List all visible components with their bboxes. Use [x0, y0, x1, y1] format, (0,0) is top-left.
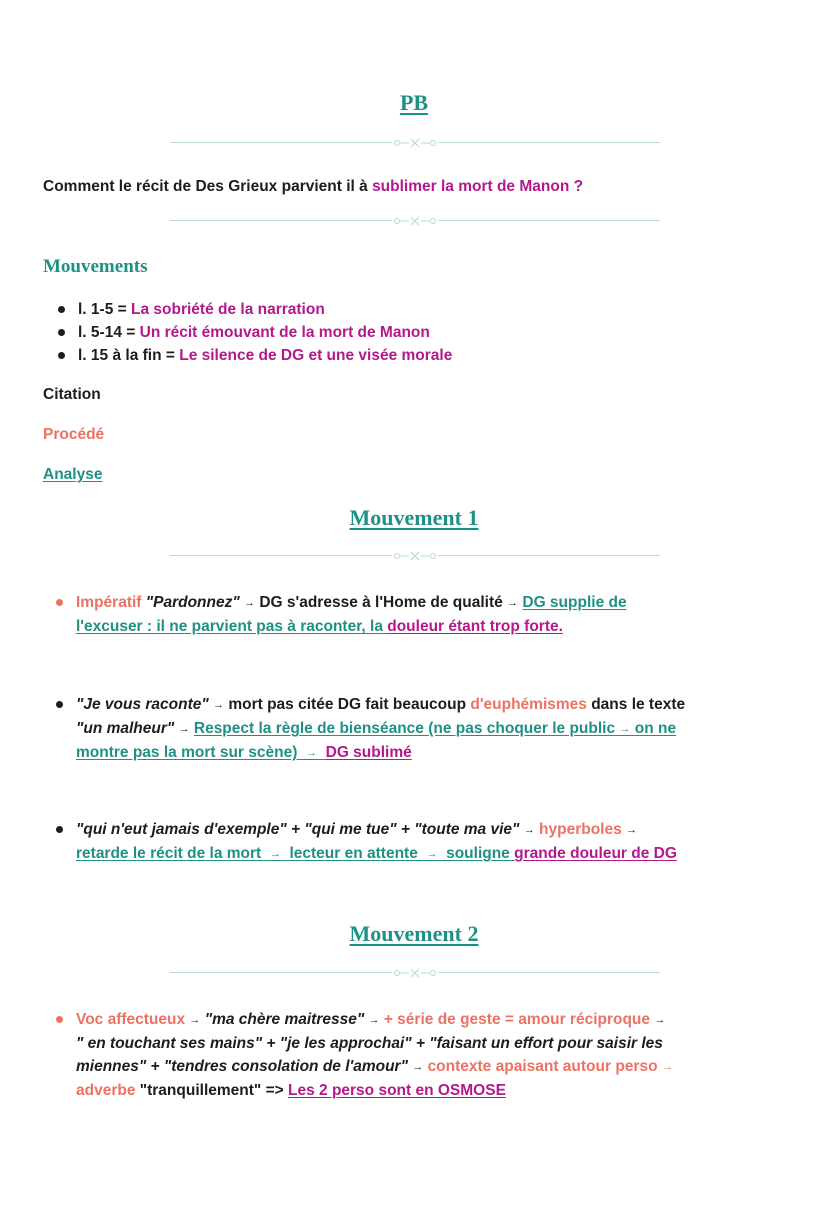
arrow-icon: →: [306, 747, 317, 759]
mouvement-2-title: Mouvement 2: [349, 921, 479, 946]
arrow-icon: →: [654, 1014, 666, 1026]
divider-ornament: [170, 137, 660, 149]
problematique-question: Comment le récit de Des Grieux parvient il à sublimer la mort de Manon ?: [43, 178, 584, 195]
arrow-icon: →: [213, 699, 225, 711]
flourish-icon: [392, 967, 438, 979]
arrow-icon: →: [368, 1014, 380, 1026]
arrow-icon: →: [269, 848, 281, 860]
legend-analyse: Analyse: [43, 466, 103, 483]
list-item: l. 5-14 = Un récit émouvant de la mort de Manon: [78, 321, 452, 344]
divider-ornament: [170, 967, 660, 979]
list-item: l. 15 à la fin = Le silence de DG et une visée morale: [78, 344, 452, 367]
arrow-icon: →: [523, 824, 535, 836]
m1-bullet-3: "qui n'eut jamais d'exemple" + "qui me tue" + "toute ma vie" → hyperboles → retarde le récit de la mort → lecteur en attente → souligne grande douleur de DG: [76, 821, 677, 862]
arrow-icon: →: [412, 1061, 424, 1073]
arrow-icon: →: [661, 1061, 673, 1073]
legend-procede: Procédé: [43, 426, 105, 443]
arrow-icon: →: [178, 723, 190, 735]
mouvements-list: [46, 298, 452, 367]
arrow-icon: →: [244, 597, 256, 609]
legend-citation: Citation: [43, 386, 101, 403]
arrow-icon: →: [619, 723, 631, 735]
divider-ornament: [170, 550, 660, 562]
m1-bullet-1: Impératif "Pardonnez" → DG s'adresse à l'Home de qualité → DG supplie de l'excuser : il ne parvient pas à raconter, la douleur étant trop forte.: [76, 594, 627, 635]
arrow-icon: →: [626, 824, 638, 836]
m2-bullet-1: Voc affectueux → "ma chère maitresse" → + série de geste = amour réciproque → " en touchant ses mains" + "je les approchai" + "faisant un effort pour saisir les miennes" + "tendres consolation de l'amour" → contexte apaisant autour perso → adverbe "tranquillement" => Les 2 perso sont en OSMOSE: [76, 1011, 673, 1099]
divider-ornament: [170, 215, 660, 227]
arrow-icon: →: [189, 1014, 201, 1026]
mouvement-1-title: Mouvement 1: [349, 505, 479, 530]
bullet-dot: [56, 701, 63, 708]
question-highlight: sublimer la mort de Manon ?: [372, 178, 584, 195]
mouvements-heading: Mouvements: [43, 256, 148, 277]
flourish-icon: [392, 137, 438, 149]
bullet-dot: [56, 1016, 63, 1023]
bullet-dot: [56, 599, 63, 606]
flourish-icon: [392, 550, 438, 562]
list-item: l. 1-5 = La sobriété de la narration: [78, 298, 452, 321]
m1-bullet-2: "Je vous raconte" → mort pas citée DG fait beaucoup d'euphémismes dans le texte "un malheur" → Respect la règle de bienséance (ne pas choquer le public → on ne montre pas la mort sur scène) → DG sublimé: [76, 696, 686, 761]
flourish-icon: [392, 215, 438, 227]
arrow-icon: →: [507, 597, 519, 609]
arrow-icon: →: [426, 848, 438, 860]
pb-title: PB: [399, 90, 429, 115]
bullet-dot: [56, 826, 63, 833]
